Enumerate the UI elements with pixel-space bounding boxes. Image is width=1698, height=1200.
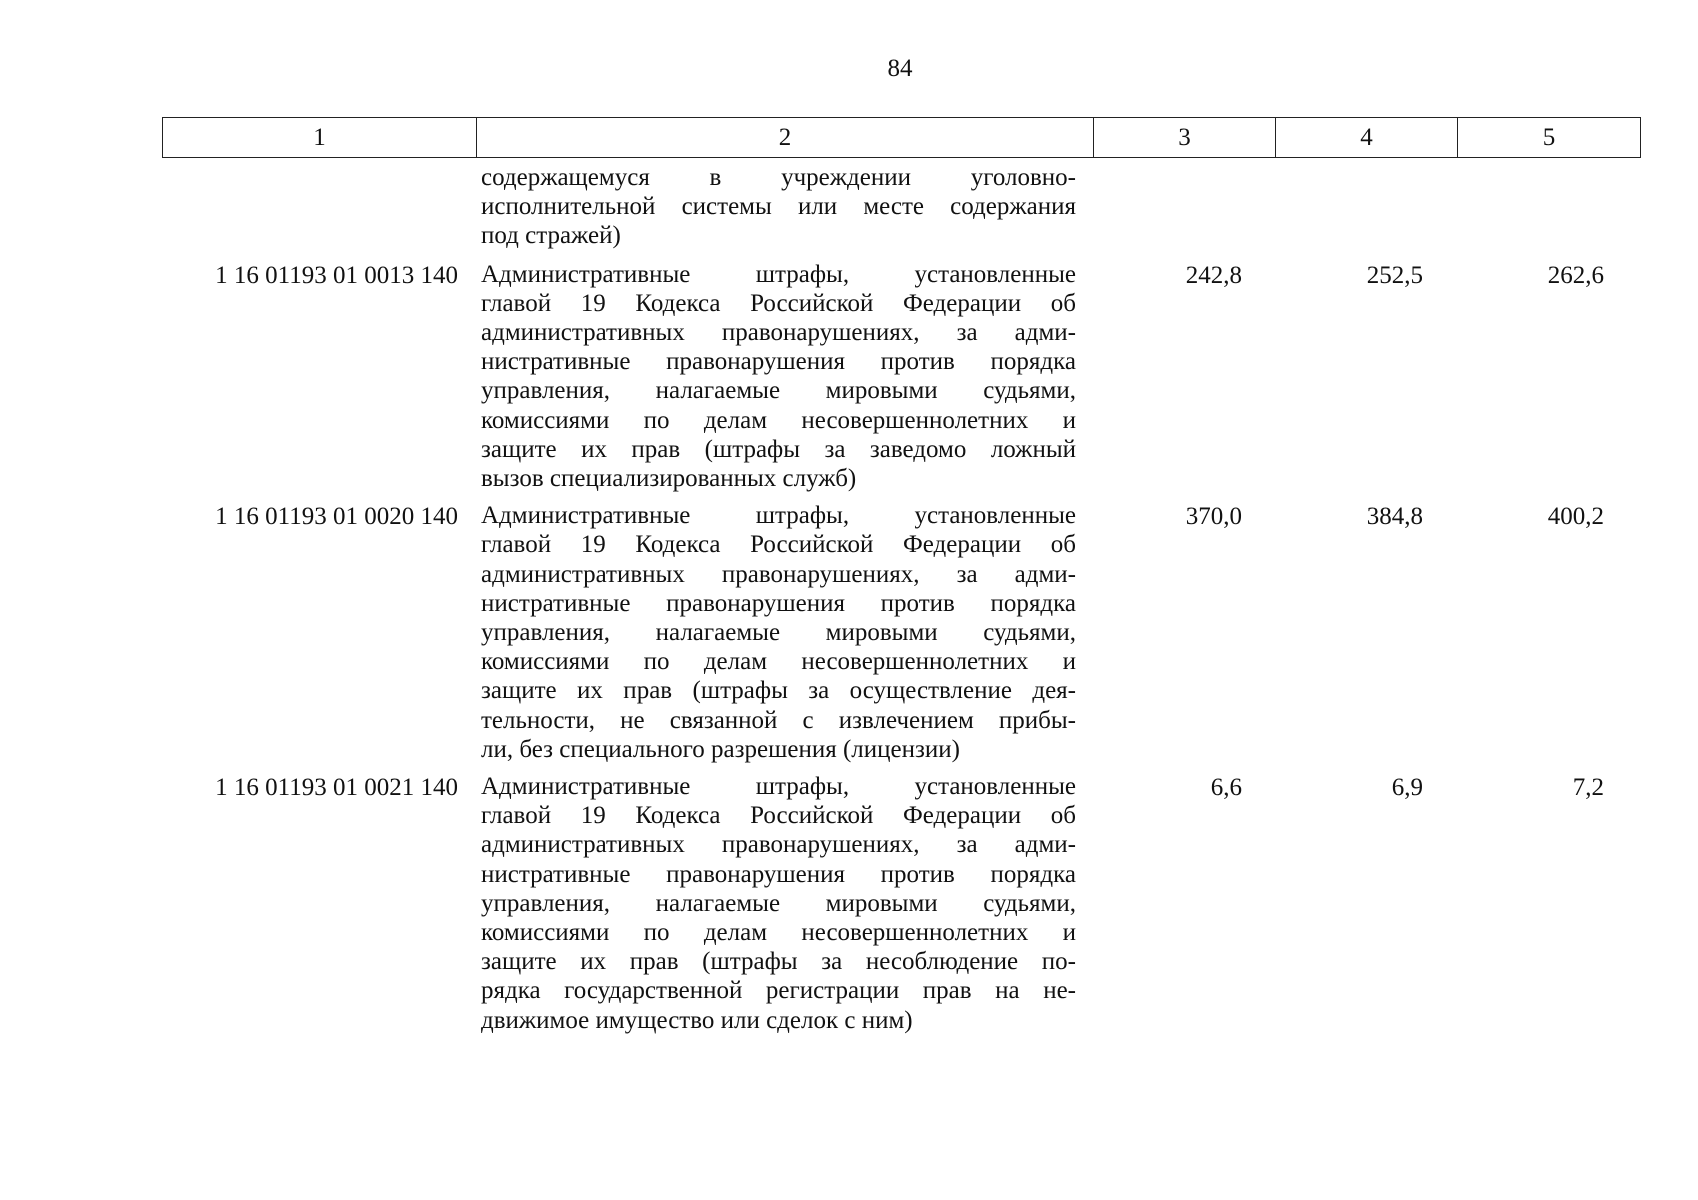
amount-col3: 242,8	[1185, 261, 1242, 289]
amount-col5: 400,2	[1547, 503, 1604, 531]
amount-col5: 262,6	[1547, 261, 1604, 289]
amount-col3: 370,0	[1185, 503, 1242, 531]
amount-col5	[1423, 163, 1604, 164]
budget-code: 1 16 01193 01 0013 140	[215, 261, 458, 289]
table-row	[162, 772, 1640, 1035]
header-cell-2: 2	[477, 118, 1094, 158]
table-row	[162, 163, 1640, 251]
amount-col4	[1242, 163, 1423, 164]
amount-col3	[1076, 163, 1242, 164]
description-line: Административные штрафы, установленные	[481, 773, 1076, 801]
table-body	[162, 163, 1640, 1035]
description-line: под стражей)	[481, 222, 621, 250]
description-line: нистративные правонарушения против порядка	[481, 348, 1076, 376]
description-line: управления, налагаемые мировыми судьями,	[481, 377, 1076, 405]
table-row	[162, 501, 1640, 764]
description-line: содержащемуся в учреждении уголовно-	[481, 164, 1076, 191]
description-line: комиссиями по делам несовершеннолетних и	[481, 648, 1076, 676]
description-line: главой 19 Кодекса Российской Федерации об	[481, 531, 1076, 559]
description-line: рядка государственной регистрации прав на не-	[481, 977, 1076, 1005]
description-line: движимое имущество или сделок с ним)	[481, 1006, 913, 1034]
description-line: главой 19 Кодекса Российской Федерации об	[481, 802, 1076, 830]
description-line: защите их прав (штрафы за осуществление дея-	[481, 677, 1076, 705]
description-line: тельности, не связанной с извлечением прибы-	[481, 706, 1076, 734]
header-cell-3: 3	[1094, 118, 1276, 158]
amount-col5: 7,2	[1572, 774, 1604, 802]
description-line: исполнительной системы или месте содержания	[481, 193, 1076, 221]
description-line: управления, налагаемые мировыми судьями,	[481, 889, 1076, 917]
amount-col4: 252,5	[1366, 261, 1423, 289]
column-number-header	[162, 117, 1641, 158]
description-line: ли, без специального разрешения (лицензии)	[481, 735, 960, 763]
income-description	[481, 260, 1076, 494]
description-line: вызов специализированных служб)	[481, 465, 857, 493]
amount-col4: 6,9	[1391, 774, 1423, 802]
description-line: комиссиями по делам несовершеннолетних и	[481, 406, 1076, 434]
budget-code	[162, 163, 458, 164]
income-description	[481, 501, 1076, 764]
table-row	[162, 260, 1640, 494]
description-line: защите их прав (штрафы за заведомо ложный	[481, 435, 1076, 463]
description-line: административных правонарушениях, за адми-	[481, 319, 1076, 347]
description-line: административных правонарушениях, за адми-	[481, 831, 1076, 859]
header-cell-5: 5	[1458, 118, 1641, 158]
description-line: управления, налагаемые мировыми судьями,	[481, 619, 1076, 647]
income-description	[481, 163, 1076, 251]
header-cell-1: 1	[163, 118, 477, 158]
description-line: защите их прав (штрафы за несоблюдение по-	[481, 948, 1076, 976]
header-row	[163, 118, 1641, 158]
budget-code: 1 16 01193 01 0021 140	[215, 774, 458, 802]
description-line: Административные штрафы, установленные	[481, 260, 1076, 288]
budget-code: 1 16 01193 01 0020 140	[215, 503, 458, 531]
description-line: комиссиями по делам несовершеннолетних и	[481, 919, 1076, 947]
description-line: нистративные правонарушения против порядка	[481, 589, 1076, 617]
description-line: административных правонарушениях, за адми-	[481, 560, 1076, 588]
description-line: нистративные правонарушения против порядка	[481, 860, 1076, 888]
description-line: главой 19 Кодекса Российской Федерации об	[481, 289, 1076, 317]
description-line: Административные штрафы, установленные	[481, 502, 1076, 530]
income-description	[481, 772, 1076, 1035]
header-cell-4: 4	[1276, 118, 1458, 158]
amount-col3: 6,6	[1210, 774, 1242, 802]
amount-col4: 384,8	[1366, 503, 1423, 531]
page-number: 84	[887, 55, 913, 82]
